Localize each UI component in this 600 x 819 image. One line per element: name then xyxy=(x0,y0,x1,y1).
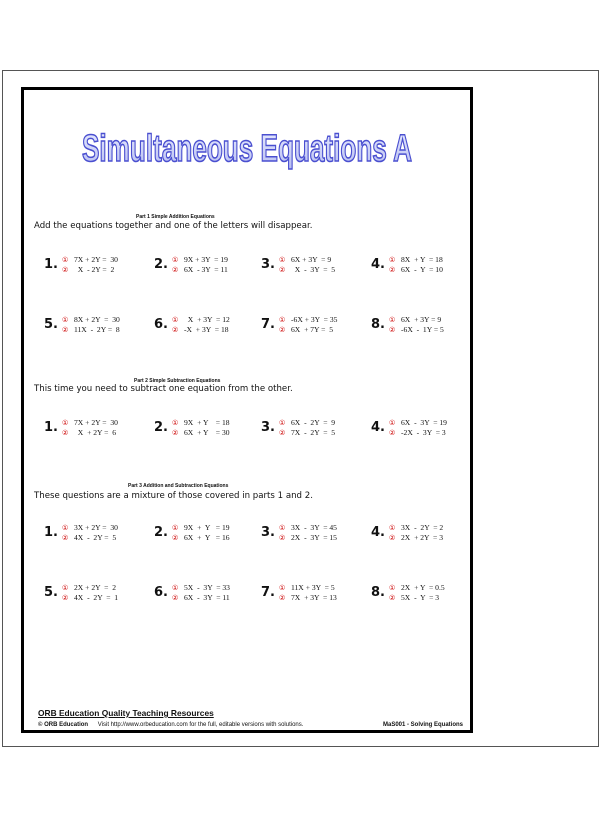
problem-part1-6 xyxy=(154,315,259,339)
equation-2: 4X - 2Y = 1 xyxy=(74,593,119,602)
circled-two-icon: ② xyxy=(279,266,286,274)
equation-1: 9X + Y = 19 xyxy=(184,523,230,532)
part-2-instruction: This time you need to subtract one equation from the other. xyxy=(34,384,293,394)
equation-markers xyxy=(62,418,68,438)
part-3-instruction: These questions are a mixture of those covered in parts 1 and 2. xyxy=(34,491,313,501)
equation-2: -2X - 3Y = 3 xyxy=(401,428,446,437)
equation-2: 6X + Y = 16 xyxy=(184,533,230,542)
circled-two-icon: ② xyxy=(389,594,396,602)
equation-pair xyxy=(74,523,118,543)
equation-markers xyxy=(279,255,285,275)
equation-pair xyxy=(184,315,230,335)
problem-part2-1 xyxy=(44,418,149,442)
equation-markers xyxy=(172,523,178,543)
equation-pair xyxy=(184,583,230,603)
equation-pair xyxy=(184,418,230,438)
equation-pair xyxy=(401,523,443,543)
equation-markers xyxy=(389,583,395,603)
circled-one-icon: ① xyxy=(172,256,179,264)
equation-1: 6X + 3Y = 9 xyxy=(291,255,332,264)
problem-number: 3. xyxy=(261,420,275,435)
circled-two-icon: ② xyxy=(172,326,179,334)
equation-2: -6X - 1Y = 5 xyxy=(401,325,444,334)
equation-2: 7X - 2Y = 5 xyxy=(291,428,336,437)
equation-2: 4X - 2Y = 5 xyxy=(74,533,117,542)
circled-two-icon: ② xyxy=(172,266,179,274)
title-text: Simultaneous Equations A xyxy=(82,128,412,170)
equation-1: 7X + 2Y = 30 xyxy=(74,418,118,427)
circled-one-icon: ① xyxy=(389,584,396,592)
equation-1: 6X - 2Y = 9 xyxy=(291,418,336,427)
circled-two-icon: ② xyxy=(279,594,286,602)
circled-one-icon: ① xyxy=(62,584,69,592)
circled-one-icon: ① xyxy=(172,584,179,592)
circled-one-icon: ① xyxy=(389,524,396,532)
equation-pair xyxy=(401,315,444,335)
problem-number: 6. xyxy=(154,585,168,600)
equation-pair xyxy=(291,418,335,438)
equation-1: 3X - 3Y = 45 xyxy=(291,523,337,532)
circled-one-icon: ① xyxy=(389,256,396,264)
equation-markers xyxy=(172,583,178,603)
circled-two-icon: ② xyxy=(62,266,69,274)
equation-2: 11X - 2Y = 8 xyxy=(74,325,120,334)
footer-line xyxy=(38,722,463,728)
problem-number: 2. xyxy=(154,420,168,435)
problem-number: 8. xyxy=(371,317,385,332)
circled-one-icon: ① xyxy=(279,419,286,427)
problem-number: 1. xyxy=(44,257,58,272)
problem-number: 2. xyxy=(154,525,168,540)
equation-2: 7X + 3Y = 13 xyxy=(291,593,337,602)
footer-code: MaS001 - Solving Equations xyxy=(382,722,463,728)
equation-2: 5X - Y = 3 xyxy=(401,593,440,602)
problem-number: 3. xyxy=(261,525,275,540)
equation-markers xyxy=(389,523,395,543)
equation-markers xyxy=(172,418,178,438)
equation-1: -6X + 3Y = 35 xyxy=(291,315,338,324)
equation-markers xyxy=(62,255,68,275)
problem-number: 8. xyxy=(371,585,385,600)
equation-pair xyxy=(184,255,228,275)
circled-one-icon: ① xyxy=(389,316,396,324)
problem-part1-1 xyxy=(44,255,149,279)
problem-number: 2. xyxy=(154,257,168,272)
equation-pair xyxy=(291,523,337,543)
equation-1: 6X + 3Y = 9 xyxy=(401,315,442,324)
circled-two-icon: ② xyxy=(172,594,179,602)
equation-markers xyxy=(62,523,68,543)
equation-pair xyxy=(291,255,335,275)
circled-two-icon: ② xyxy=(279,534,286,542)
equation-1: 6X - 3Y = 19 xyxy=(401,418,447,427)
equation-1: 3X - 2Y = 2 xyxy=(401,523,444,532)
equation-markers xyxy=(279,523,285,543)
equation-1: 5X - 3Y = 33 xyxy=(184,583,230,592)
circled-one-icon: ① xyxy=(279,584,286,592)
equation-2: -X + 3Y = 18 xyxy=(184,325,229,334)
equation-markers xyxy=(389,315,395,335)
circled-one-icon: ① xyxy=(62,316,69,324)
circled-one-icon: ① xyxy=(279,524,286,532)
equation-markers xyxy=(62,583,68,603)
part-1-instruction: Add the equations together and one of the letters will disappear. xyxy=(34,221,313,231)
circled-two-icon: ② xyxy=(62,534,69,542)
problem-part3-1 xyxy=(44,523,149,547)
equation-markers xyxy=(279,583,285,603)
equation-1: 11X + 3Y = 5 xyxy=(291,583,335,592)
equation-pair xyxy=(291,315,337,335)
circled-two-icon: ② xyxy=(389,534,396,542)
problem-number: 7. xyxy=(261,585,275,600)
equation-1: 9X + Y = 18 xyxy=(184,418,230,427)
problem-number: 6. xyxy=(154,317,168,332)
equation-1: 2X + 2Y = 2 xyxy=(74,583,117,592)
equation-2: X + 2Y = 6 xyxy=(74,428,117,437)
equation-pair xyxy=(74,418,118,438)
circled-one-icon: ① xyxy=(279,316,286,324)
circled-one-icon: ① xyxy=(62,524,69,532)
equation-pair xyxy=(401,583,445,603)
problem-part2-3 xyxy=(261,418,366,442)
part-3-heading: Part 3 Addition and Subtraction Equations xyxy=(128,483,229,489)
problem-part3-3 xyxy=(261,523,366,547)
equation-2: 6X - Y = 10 xyxy=(401,265,443,274)
circled-two-icon: ② xyxy=(279,429,286,437)
problem-number: 7. xyxy=(261,317,275,332)
equation-pair xyxy=(184,523,230,543)
equation-2: 6X + 7Y = 5 xyxy=(291,325,334,334)
equation-markers xyxy=(389,418,395,438)
problem-number: 3. xyxy=(261,257,275,272)
problem-part3-6 xyxy=(154,583,259,607)
circled-one-icon: ① xyxy=(62,419,69,427)
problem-number: 4. xyxy=(371,525,385,540)
equation-pair xyxy=(74,255,118,275)
problem-number: 5. xyxy=(44,317,58,332)
equation-pair xyxy=(291,583,337,603)
footer-copyright: © ORB Education xyxy=(38,722,89,728)
circled-two-icon: ② xyxy=(389,429,396,437)
equation-2: 6X - 3Y = 11 xyxy=(184,265,228,274)
equation-1: 7X + 2Y = 30 xyxy=(74,255,118,264)
circled-two-icon: ② xyxy=(389,266,396,274)
circled-two-icon: ② xyxy=(172,534,179,542)
equation-2: X - 3Y = 5 xyxy=(291,265,336,274)
circled-two-icon: ② xyxy=(172,429,179,437)
equation-2: 6X - 3Y = 11 xyxy=(184,593,230,602)
equation-pair xyxy=(401,418,447,438)
equation-markers xyxy=(172,315,178,335)
circled-two-icon: ② xyxy=(62,326,69,334)
equation-markers xyxy=(389,255,395,275)
problem-part1-3 xyxy=(261,255,366,279)
problem-number: 4. xyxy=(371,420,385,435)
equation-1: X + 3Y = 12 xyxy=(184,315,230,324)
worksheet-frame xyxy=(21,87,473,733)
problem-part3-7 xyxy=(261,583,366,607)
problem-part1-2 xyxy=(154,255,259,279)
circled-one-icon: ① xyxy=(172,316,179,324)
equation-2: X - 2Y = 2 xyxy=(74,265,115,274)
equation-2: 2X - 3Y = 15 xyxy=(291,533,337,542)
equation-1: 8X + Y = 18 xyxy=(401,255,443,264)
equation-2: 2X + 2Y = 3 xyxy=(401,533,444,542)
problem-part1-4 xyxy=(371,255,476,279)
problem-part2-4 xyxy=(371,418,476,442)
part-2-heading: Part 2 Simple Subtraction Equations xyxy=(134,378,221,384)
problem-part3-4 xyxy=(371,523,476,547)
circled-two-icon: ② xyxy=(62,429,69,437)
part-1-heading: Part 1 Simple Addition Equations xyxy=(136,214,215,220)
equation-2: 6X + Y = 30 xyxy=(184,428,230,437)
circled-one-icon: ① xyxy=(279,256,286,264)
problem-part3-2 xyxy=(154,523,259,547)
problem-number: 1. xyxy=(44,420,58,435)
footer-visit-text: Visit http://www.orbeducation.com for the full, editable versions with solutions. xyxy=(97,722,304,728)
equation-1: 8X + 2Y = 30 xyxy=(74,315,120,324)
equation-markers xyxy=(172,255,178,275)
footer-title: ORB Education Quality Teaching Resources xyxy=(38,708,214,718)
equation-markers xyxy=(279,315,285,335)
problem-number: 1. xyxy=(44,525,58,540)
circled-two-icon: ② xyxy=(389,326,396,334)
equation-markers xyxy=(62,315,68,335)
problem-number: 4. xyxy=(371,257,385,272)
problem-part3-5 xyxy=(44,583,149,607)
equation-pair xyxy=(401,255,443,275)
equation-1: 3X + 2Y = 30 xyxy=(74,523,118,532)
problem-part2-2 xyxy=(154,418,259,442)
equation-pair xyxy=(74,315,120,335)
circled-one-icon: ① xyxy=(172,524,179,532)
equation-markers xyxy=(279,418,285,438)
equation-1: 9X + 3Y = 19 xyxy=(184,255,228,264)
problem-part1-7 xyxy=(261,315,366,339)
problem-part1-5 xyxy=(44,315,149,339)
circled-one-icon: ① xyxy=(172,419,179,427)
problem-part1-8 xyxy=(371,315,476,339)
circled-one-icon: ① xyxy=(62,256,69,264)
problem-number: 5. xyxy=(44,585,58,600)
worksheet-title xyxy=(24,117,470,173)
circled-two-icon: ② xyxy=(279,326,286,334)
equation-1: 2X + Y = 0.5 xyxy=(401,583,445,592)
equation-pair xyxy=(74,583,118,603)
problem-part3-8 xyxy=(371,583,476,607)
circled-two-icon: ② xyxy=(62,594,69,602)
circled-one-icon: ① xyxy=(389,419,396,427)
